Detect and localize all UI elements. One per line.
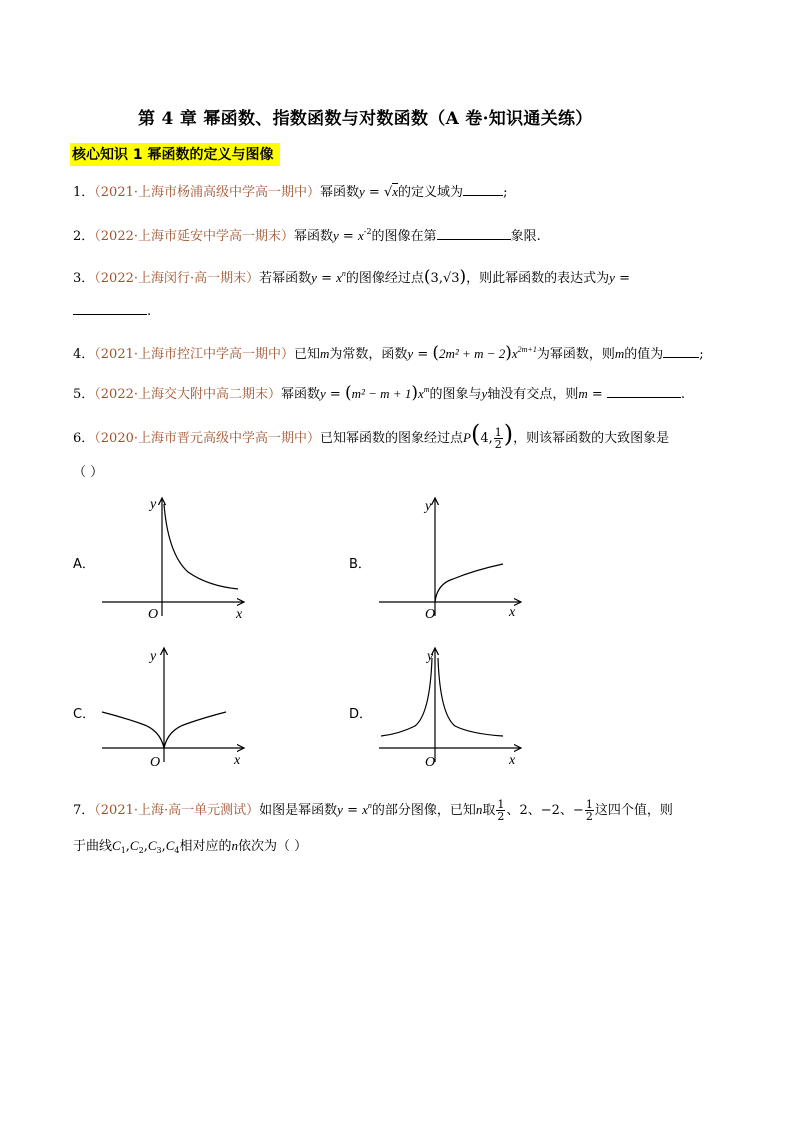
question-6-choice-paren: （ ） [73,465,104,480]
origin-label: O [425,607,436,622]
origin-label: O [425,755,436,770]
coefficient-polynomial: 2m² + m − 2 [439,346,506,361]
power-curve-right [438,658,503,736]
graph-option-c[interactable] [98,644,248,774]
x-axis-label: x [509,605,516,620]
y-axis-label: y [150,649,157,664]
question-source: （2022·上海交大附中高二期末） [94,387,281,402]
option-a-label[interactable]: A． [73,557,95,572]
answer-paren[interactable]: （ ） [277,839,308,854]
question-source: （2021·上海·高一单元测试） [94,803,260,818]
power-curve-right [164,712,226,748]
y-axis-label: y [150,497,157,512]
answer-blank[interactable] [463,183,503,196]
var-y: y [359,184,365,199]
sqrt-x: √x [383,184,399,200]
option-c-label[interactable]: C． [73,707,96,722]
question-2: 2．（2022·上海市延安中学高一期末）幂函数$y = x^{-2}$的图像在第 象限. [73,227,541,244]
origin-label: O [148,607,159,622]
fraction-one-half: $\frac{1}{2}$ [494,426,502,451]
curve-label: C [129,838,139,853]
power-curve [164,504,238,589]
point-label: P [463,430,471,445]
fraction-one-half: $\frac{1}{2}$ [585,798,593,823]
question-4: 4．（2021·上海市控江中学高一期中）已知m为常数，函数$y = (2m^2 + m - 2)x^{2m+1}$为幂函数，则m的值为 ; [73,343,704,363]
question-6: 6．（2020·上海市晋元高级中学高一期中）已知幂函数的图象经过点P(4, $\frac{1}{2}$ )，则该幂函数的大致图象是 [73,420,670,451]
power-curve [435,564,503,602]
answer-blank[interactable] [73,302,147,315]
question-3: 3．（2022·上海闵行·高一期末）若幂函数$y = x^n$的图像经过点(3,√3)，则此幂函数的表达式为y = [73,267,630,287]
question-source: （2022·上海市延安中学高一期末） [94,229,294,244]
curve-label: C [147,838,157,853]
curve-label: C [112,838,121,853]
page-title: 第 4 章 幂函数、指数函数与对数函数（A 卷·知识通关练） [138,109,593,129]
graph-option-b[interactable] [375,494,525,624]
answer-blank[interactable] [437,227,511,240]
question-5: 5．（2022·上海交大附中高二期末）幂函数$y = (m^2 - m + 1)x^m$的图象与y轴没有交点，则m = . [73,383,686,403]
question-1: 1．（2021·上海市杨浦高级中学高一期中）幂函数y = √x的定义域为 ; [73,184,508,200]
answer-blank[interactable] [607,385,681,398]
option-b-label[interactable]: B． [349,557,371,572]
question-7-line-2: 于曲线$C_1,C_2,C_3,C_4$相对应的n依次为（ ） [73,838,308,855]
section-heading: 核心知识 1 幂函数的定义与图像 [70,143,280,166]
question-3-answer-line: . [73,302,151,322]
question-source: （2021·上海市控江中学高一期中） [94,347,294,362]
origin-label: O [150,755,161,770]
question-source: （2022·上海闵行·高一期末） [94,271,260,286]
y-axis-label: y [427,649,434,664]
option-d-label[interactable]: D． [349,707,373,722]
question-source: （2021·上海市杨浦高级中学高一期中） [94,185,320,200]
y-axis-label: y [425,499,432,514]
curve-label: C [165,838,175,853]
coefficient-polynomial: m² − m + 1 [351,386,412,401]
x-axis-label: x [236,607,243,622]
question-number: 1． [73,185,95,200]
question-7: 7．（2021·上海·高一单元测试）如图是幂函数$y = x^n$的部分图像，已知n取 $\frac{1}{2}$ 、2、−2、− $\frac{1}{2}$ 这四个值，则 [73,798,673,823]
power-curve-left [102,712,164,748]
question-source: （2020·上海市晋元高级中学高一期中） [94,431,320,446]
graph-option-a[interactable] [98,494,248,624]
fraction-one-half: $\frac{1}{2}$ [497,798,505,823]
power-curve-left [381,658,432,736]
x-axis-label: x [509,753,516,768]
graph-option-d[interactable] [375,644,525,774]
x-axis-label: x [234,753,241,768]
point-coordinates: 3,√3 [430,271,460,286]
answer-blank[interactable] [663,345,699,358]
